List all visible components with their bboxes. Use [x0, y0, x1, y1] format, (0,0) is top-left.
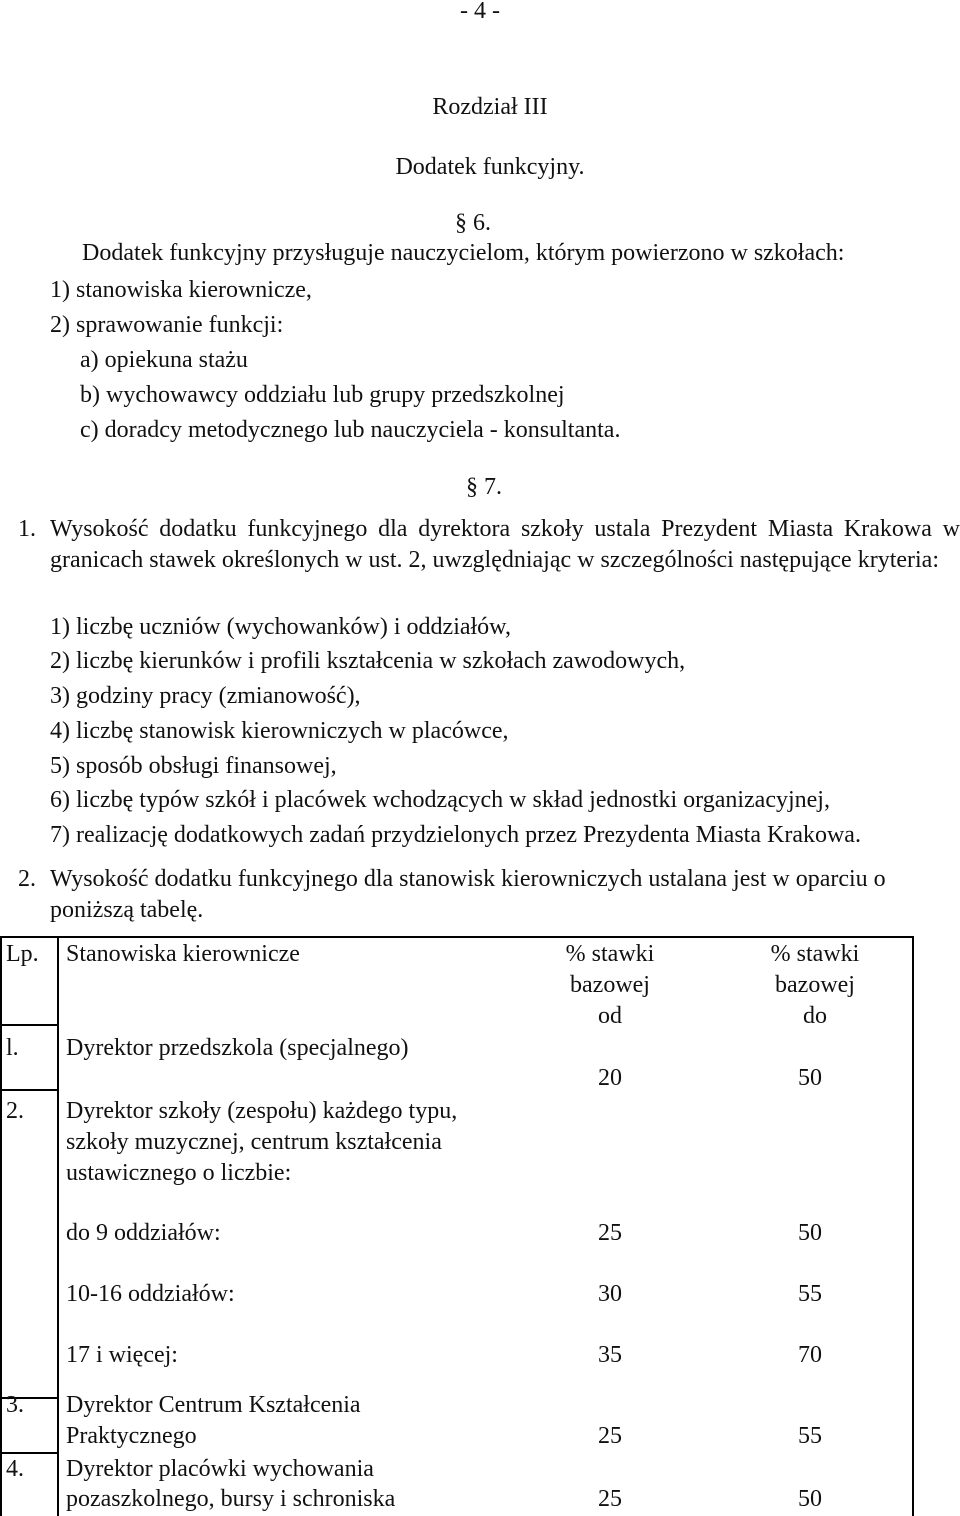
table-border-left — [0, 936, 2, 1516]
row2-sub3-name: 17 i więcej: — [66, 1342, 178, 1368]
row2-sub2-from: 30 — [598, 1281, 622, 1307]
header-to-line2: bazowej — [775, 972, 855, 998]
section-6-item-1: 1) stanowiska kierownicze, — [50, 277, 312, 303]
header-to-line3: do — [803, 1003, 827, 1029]
section-6-subitem-a: a) opiekuna stażu — [80, 347, 248, 373]
page-number: - 4 - — [460, 0, 500, 24]
section-7-p2-number: 2. — [18, 866, 36, 892]
table-divider-row2 — [0, 1089, 57, 1091]
row2-sub3-from: 35 — [598, 1342, 622, 1368]
row1-from: 20 — [598, 1065, 622, 1091]
row4-from: 25 — [598, 1486, 622, 1512]
row3-name-line2: Praktycznego — [66, 1423, 197, 1449]
row3-to: 55 — [798, 1423, 822, 1449]
criterion-6: 6) liczbę typów szkół i placówek wchodzących w skład jednostki organizacyjnej, — [50, 787, 830, 813]
section-7-sign: § 7. — [466, 474, 502, 500]
header-position: Stanowiska kierownicze — [66, 941, 300, 967]
section-6-subitem-c: c) doradcy metodycznego lub nauczyciela - konsultanta. — [80, 417, 621, 443]
section-6-sign: § 6. — [455, 210, 491, 236]
section-7-p1-number: 1. — [18, 516, 36, 542]
section-7-p2-text: Wysokość dodatku funkcyjnego dla stanowisk kierowniczych ustalana jest w oparciu o poniższą tabelę. — [50, 866, 886, 923]
row3-lp: 3. — [6, 1392, 24, 1418]
table-border-top — [0, 936, 914, 938]
row2-sub3-to: 70 — [798, 1342, 822, 1368]
header-to-line1: % stawki — [770, 941, 860, 967]
table-border-right — [912, 936, 914, 1516]
row1-lp: l. — [6, 1035, 19, 1061]
header-from-line2: bazowej — [570, 972, 650, 998]
row2-name-line3: ustawicznego o liczbie: — [66, 1160, 292, 1186]
section-7-p1-text: Wysokość dodatku funkcyjnego dla dyrektora szkoły ustala Prezydent Miasta Krakowa w granicach stawek określonych w ust. 2, uwzględniając w szczególności następujące kryteria: — [50, 516, 960, 573]
criterion-1: 1) liczbę uczniów (wychowanków) i oddziałów, — [50, 614, 511, 640]
chapter-heading: Rozdział III — [432, 94, 548, 120]
header-lp: Lp. — [6, 941, 39, 967]
table-divider-lp — [57, 936, 59, 1516]
criterion-4: 4) liczbę stanowisk kierowniczych w placówce, — [50, 718, 509, 744]
criterion-2: 2) liczbę kierunków i profili kształcenia w szkołach zawodowych, — [50, 648, 686, 674]
row4-lp: 4. — [6, 1456, 24, 1482]
row1-name: Dyrektor przedszkola (specjalnego) — [66, 1035, 409, 1061]
row2-sub1-name: do 9 oddziałów: — [66, 1220, 221, 1246]
row1-to: 50 — [798, 1065, 822, 1091]
row2-sub2-name: 10-16 oddziałów: — [66, 1281, 235, 1307]
section-6-intro: Dodatek funkcyjny przysługuje nauczycielom, którym powierzono w szkołach: — [82, 240, 845, 266]
row2-lp: 2. — [6, 1098, 24, 1124]
row2-name-line1: Dyrektor szkoły (zespołu) każdego typu, — [66, 1098, 458, 1124]
row3-name-line1: Dyrektor Centrum Kształcenia — [66, 1392, 361, 1418]
table-divider-row1 — [0, 1024, 57, 1026]
criterion-3: 3) godziny pracy (zmianowość), — [50, 683, 361, 709]
row2-sub2-to: 55 — [798, 1281, 822, 1307]
header-from-line3: od — [598, 1003, 622, 1029]
row2-name-line2: szkoły muzycznej, centrum kształcenia — [66, 1129, 442, 1155]
section-6-subitem-b: b) wychowawcy oddziału lub grupy przedszkolnej — [80, 382, 565, 408]
chapter-title: Dodatek funkcyjny. — [395, 154, 585, 180]
header-from-line1: % stawki — [565, 941, 655, 967]
section-6-item-2: 2) sprawowanie funkcji: — [50, 312, 284, 338]
row4-to: 50 — [798, 1486, 822, 1512]
row2-sub1-from: 25 — [598, 1220, 622, 1246]
row4-name-line2: pozaszkolnego, bursy i schroniska — [66, 1486, 396, 1512]
row3-from: 25 — [598, 1423, 622, 1449]
allowance-table — [0, 936, 914, 1516]
row4-name-line1: Dyrektor placówki wychowania — [66, 1456, 374, 1482]
criterion-5: 5) sposób obsługi finansowej, — [50, 753, 337, 779]
criterion-7: 7) realizację dodatkowych zadań przydzielonych przez Prezydenta Miasta Krakowa. — [50, 822, 861, 848]
row2-sub1-to: 50 — [798, 1220, 822, 1246]
